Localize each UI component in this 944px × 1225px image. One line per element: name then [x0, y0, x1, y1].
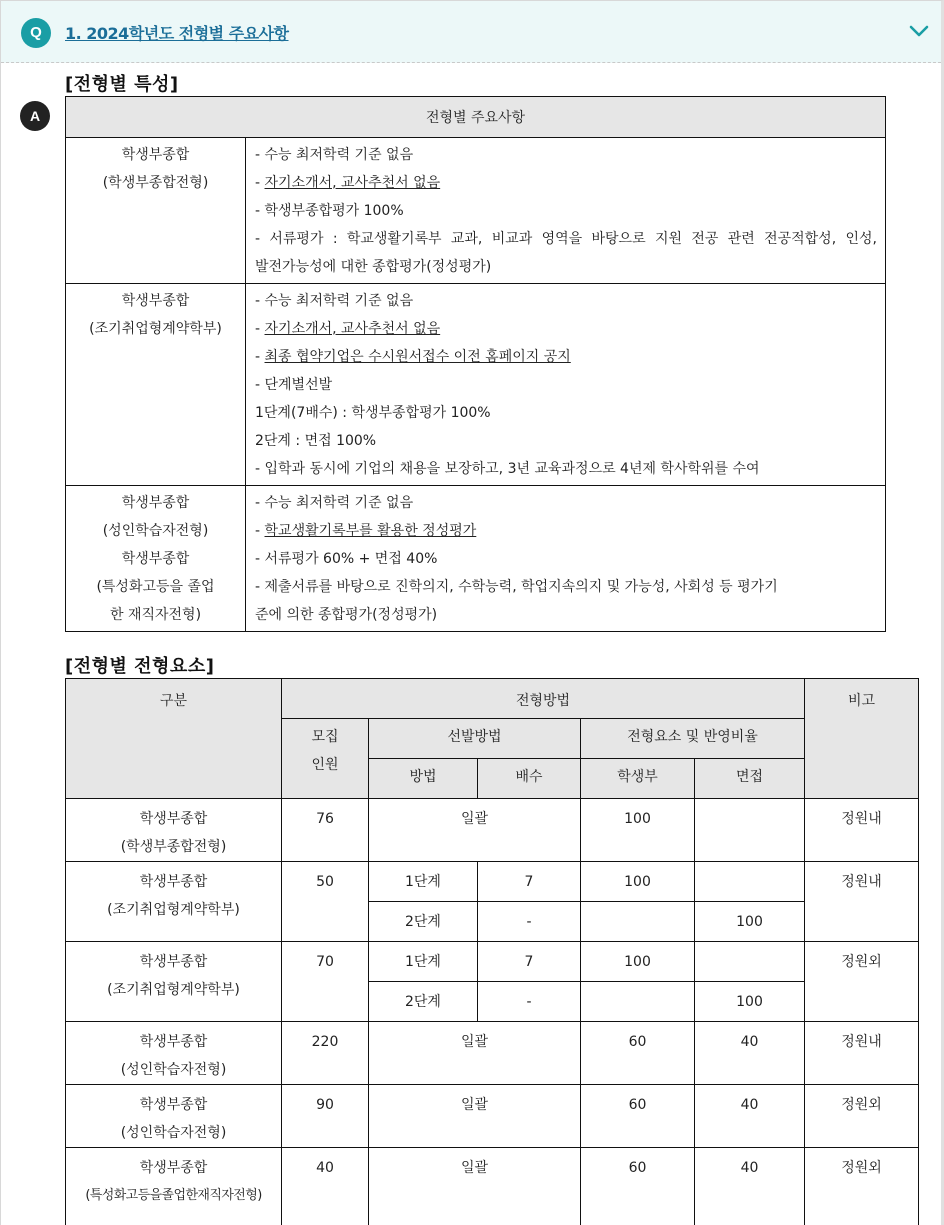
- section-title-characteristics: [전형별 특성]: [65, 74, 179, 95]
- record-value: 100: [581, 862, 695, 902]
- multiple-value: -: [478, 902, 581, 942]
- record-value: 100: [581, 799, 695, 862]
- multiple-value: -: [478, 982, 581, 1022]
- track-name: 학생부종합 (성인학습자전형): [66, 1022, 282, 1085]
- track-label: 학생부종합 (조기취업형계약학부): [66, 284, 246, 486]
- interview-value: [695, 799, 805, 862]
- question-title-link[interactable]: 1. 2024학년도 전형별 주요사항: [65, 24, 289, 43]
- table-row: [66, 486, 886, 632]
- stage-value: 1단계: [369, 862, 478, 902]
- table-row: [66, 942, 919, 982]
- track-description: - 수능 최저학력 기준 없음 - 자기소개서, 교사추천서 없음 - 최종 협약기업은 수시원서접수 이전 홈페이지 공지 - 단계별선발 1단계(7배수) : 학생부종합평가 100% 2단계 : 면접 100% - 입학과 동시에 기업의 채용을 보장하고, 3년 교육과정으로 4년제 학사학위를 수여: [246, 284, 886, 486]
- track-name: 학생부종합 (조기취업형계약학부): [66, 942, 282, 1022]
- track-description: - 수능 최저학력 기준 없음 - 자기소개서, 교사추천서 없음 - 학생부종합평가 100% - 서류평가 : 학교생활기록부 교과, 비교과 영역을 바탕으로 지원 전공 관련 전공적합성, 인성, 발전가능성에 대한 종합평가(정성평가): [246, 138, 886, 284]
- faq-question-header[interactable]: [1, 1, 941, 63]
- stage-value: 2단계: [369, 902, 478, 942]
- interview-value: 40: [695, 1148, 805, 1225]
- method-value: 일괄: [369, 1085, 581, 1148]
- answer-badge: A: [20, 101, 50, 131]
- record-value: 60: [581, 1148, 695, 1225]
- quota-value: 50: [282, 862, 369, 942]
- record-value: 60: [581, 1085, 695, 1148]
- chevron-down-icon[interactable]: [909, 23, 929, 39]
- track-name: 학생부종합 (특성화고등을졸업한재직자전형): [66, 1148, 282, 1225]
- elements-table: [65, 678, 919, 1225]
- method-value: 일괄: [369, 1148, 581, 1225]
- note-value: 정원외: [805, 1148, 919, 1225]
- track-name: 학생부종합 (조기취업형계약학부): [66, 862, 282, 942]
- header-note: 비고: [805, 679, 919, 799]
- table-row: [66, 862, 919, 902]
- quota-value: 76: [282, 799, 369, 862]
- header-selection: 선발방법: [369, 719, 581, 759]
- record-value: 100: [581, 942, 695, 982]
- table-row: [66, 799, 919, 862]
- characteristics-table: [65, 96, 886, 632]
- quota-value: 90: [282, 1085, 369, 1148]
- header-quota: 모집 인원: [282, 719, 369, 799]
- note-value: 정원외: [805, 1085, 919, 1148]
- stage-value: 2단계: [369, 982, 478, 1022]
- interview-value: [695, 862, 805, 902]
- section-title-elements: [전형별 전형요소]: [65, 656, 215, 677]
- track-label: 학생부종합 (성인학습자전형) 학생부종합 (특성화고등을 졸업 한 재직자전형): [66, 486, 246, 632]
- track-name: 학생부종합 (학생부종합전형): [66, 799, 282, 862]
- table-row: [66, 1022, 919, 1085]
- method-value: 일괄: [369, 1022, 581, 1085]
- note-value: 정원내: [805, 1022, 919, 1085]
- record-value: [581, 982, 695, 1022]
- interview-value: 100: [695, 902, 805, 942]
- question-badge: Q: [21, 18, 51, 48]
- interview-value: [695, 942, 805, 982]
- multiple-value: 7: [478, 942, 581, 982]
- note-value: 정원내: [805, 862, 919, 942]
- record-value: [581, 902, 695, 942]
- header-method: 전형방법: [282, 679, 805, 719]
- table-row: [66, 1148, 919, 1225]
- interview-value: 100: [695, 982, 805, 1022]
- multiple-value: 7: [478, 862, 581, 902]
- table-header: 전형별 주요사항: [66, 97, 886, 138]
- table-row: [66, 284, 886, 486]
- track-label: 학생부종합 (학생부종합전형): [66, 138, 246, 284]
- method-value: 일괄: [369, 799, 581, 862]
- track-description: - 수능 최저학력 기준 없음 - 학교생활기록부를 활용한 정성평가 - 서류평가 60% + 면접 40% - 제출서류를 바탕으로 진학의지, 수학능력, 학업지속의지 및 가능성, 사회성 등 평가기 준에 의한 종합평가(정성평가): [246, 486, 886, 632]
- quota-value: 40: [282, 1148, 369, 1225]
- track-name: 학생부종합 (성인학습자전형): [66, 1085, 282, 1148]
- header-category: 구분: [66, 679, 282, 799]
- record-value: 60: [581, 1022, 695, 1085]
- interview-value: 40: [695, 1022, 805, 1085]
- header-how: 방법: [369, 759, 478, 799]
- table-row: [66, 1085, 919, 1148]
- quota-value: 70: [282, 942, 369, 1022]
- note-value: 정원내: [805, 799, 919, 862]
- header-record: 학생부: [581, 759, 695, 799]
- header-elements: 전형요소 및 반영비율: [581, 719, 805, 759]
- quota-value: 220: [282, 1022, 369, 1085]
- header-interview: 면접: [695, 759, 805, 799]
- table-row: [66, 138, 886, 284]
- note-value: 정원외: [805, 942, 919, 1022]
- header-multiple: 배수: [478, 759, 581, 799]
- stage-value: 1단계: [369, 942, 478, 982]
- interview-value: 40: [695, 1085, 805, 1148]
